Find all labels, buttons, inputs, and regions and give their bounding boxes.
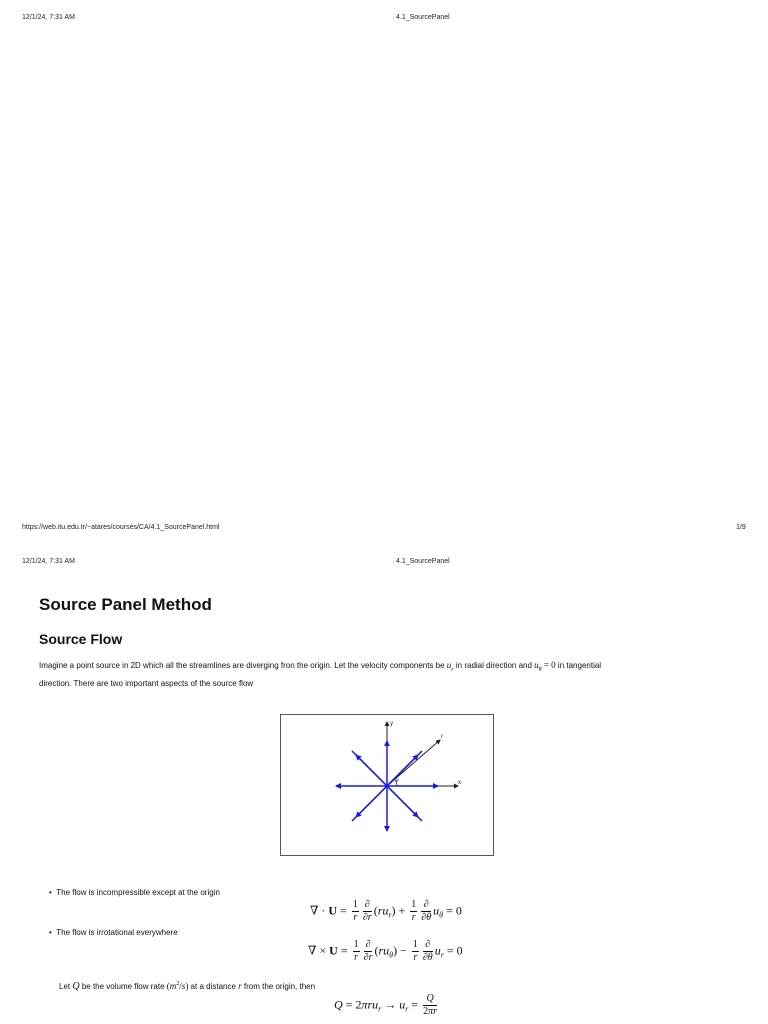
- curl-equation: ∇ × U = $\frac{1}{r}$ $\frac{\partial}{\partial r}$ $(ru_\theta)$ − $\frac{1}{r}$ $\frac{\partial}{\partial\theta}$ $u_r = 0$: [308, 939, 463, 963]
- bullet-dot: •: [49, 888, 52, 897]
- bullet-1-text: The flow is incompressible except at the origin: [56, 888, 220, 897]
- r-symbol: r: [238, 981, 242, 991]
- flow-rate-text-d: from the origin, then: [243, 982, 316, 991]
- bullet-2-text: The flow is irrotational everywhere: [56, 928, 178, 937]
- bullet-irrotational: [49, 928, 178, 937]
- flow-rate-text-a: Let: [59, 982, 71, 991]
- print-page-number: 1/9: [736, 524, 746, 531]
- page2-title: 4.1_SourcePanel: [396, 558, 450, 565]
- flow-rate-equation: $Q = 2\pi ru_r \to u_r$ = $\frac{Q}{2\pi r}$: [334, 993, 438, 1017]
- intro-paragraph: [39, 658, 739, 691]
- page2-datetime: 12/1/24, 7:31 AM: [22, 558, 75, 565]
- theta-label: θ: [396, 779, 399, 784]
- source-flow-figure: [280, 714, 494, 857]
- ur-symbol: $u_r$: [446, 660, 454, 673]
- page-title: Source Panel Method: [39, 595, 212, 614]
- q-symbol: Q: [72, 981, 80, 992]
- bullet-incompressible: [49, 888, 220, 897]
- print-datetime: 12/1/24, 7:31 AM: [22, 14, 75, 21]
- utheta-zero: $u_\theta = 0$: [534, 660, 556, 673]
- intro-text-line2: direction. There are two important aspects of the source flow: [39, 678, 254, 688]
- section-heading: Source Flow: [39, 631, 123, 647]
- intro-text-c: in tangential: [557, 661, 602, 670]
- x-label: x: [458, 780, 461, 786]
- print-title: 4.1_SourcePanel: [396, 14, 450, 21]
- flow-rate-units: $(m^2/s)$: [166, 981, 189, 991]
- flow-rate-text-c: at a distance: [190, 982, 236, 991]
- divergence-equation: ∇ · U = $\frac{1}{r}$ $\frac{\partial}{\partial r}$ $(ru_r)$ + $\frac{1}{r}$ $\frac{\partial}{\partial\theta}$ $u_\theta = 0$: [310, 899, 462, 923]
- bullet-dot: •: [49, 928, 52, 937]
- r-label: r: [441, 734, 443, 740]
- intro-text-b: in radial direction and: [455, 661, 532, 670]
- flow-rate-sentence: [59, 981, 315, 992]
- intro-text-a: Imagine a point source in 2D which all the streamlines are diverging fron the origin. Let the velocity components be: [39, 661, 445, 670]
- print-url: https://web.itu.edu.tr/~atares/courses/CA/4.1_SourcePanel.html: [22, 524, 220, 531]
- y-label: y: [390, 721, 393, 727]
- flow-rate-text-b: be the volume flow rate: [81, 982, 165, 991]
